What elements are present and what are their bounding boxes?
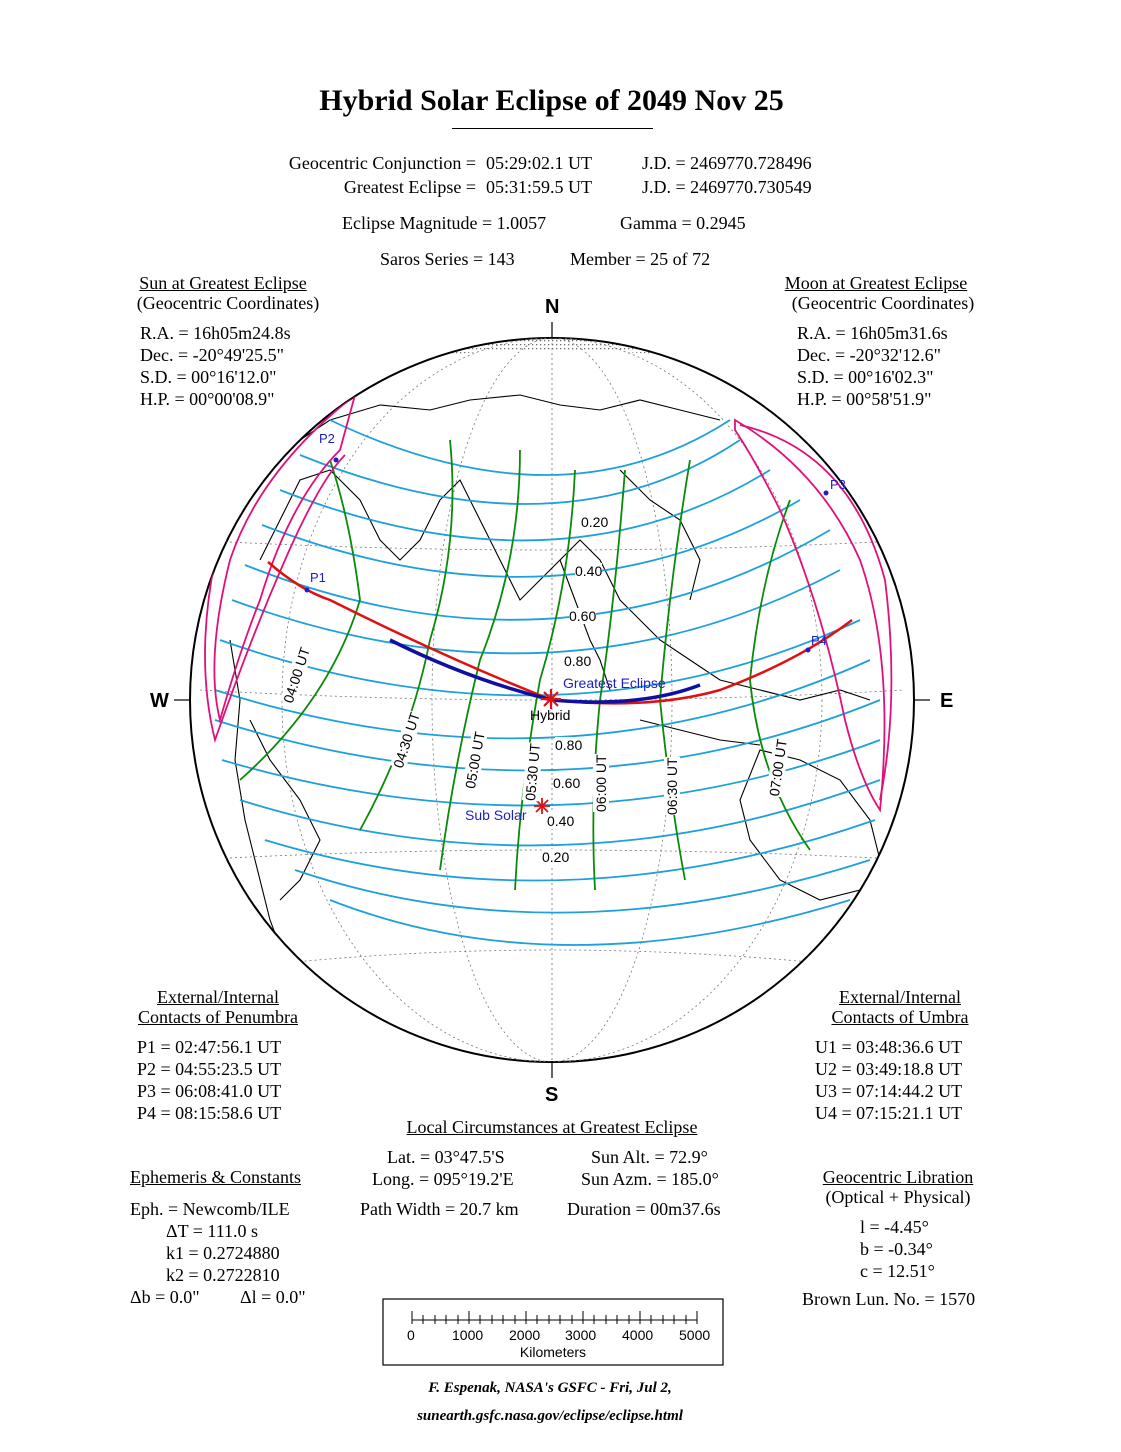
time-label-0600: 06:00 UT (593, 754, 609, 812)
greatest-eclipse-label: Greatest Eclipse = (343, 177, 476, 197)
hybrid-label: Hybrid (530, 707, 571, 723)
umbra-heading-1: External/Internal (839, 987, 961, 1007)
libration-c: c = 12.51° (860, 1261, 935, 1281)
saros-series: Saros Series = 143 (380, 249, 515, 269)
conjunction-jd: J.D. = 2469770.728496 (642, 153, 812, 173)
moon-sd: S.D. = 00°16'02.3" (797, 367, 934, 387)
compass-west: W (150, 690, 169, 712)
local-lat: Lat. = 03°47.5'S (387, 1147, 505, 1167)
conjunction-label: Geocentric Conjunction = (288, 153, 476, 173)
moon-hp: H.P. = 00°58'51.9" (797, 389, 932, 409)
scale-tick-4000: 4000 (622, 1327, 654, 1343)
p1-label: P1 (310, 570, 326, 585)
moon-heading: Moon at Greatest Eclipse (784, 273, 968, 293)
p3-label: P3 (830, 477, 846, 492)
libration-heading: Geocentric Libration (822, 1167, 974, 1187)
penumbra-p2: P2 = 04:55:23.5 UT (137, 1059, 282, 1079)
greatest-eclipse-time: 05:31:59.5 UT (486, 177, 592, 197)
ephemeris-dt: ΔT = 111.0 s (166, 1221, 259, 1241)
compass-east: E (940, 690, 954, 712)
mag-label-n-080: 0.80 (564, 653, 592, 669)
p4-point (806, 648, 811, 653)
credit-author: F. Espenak, NASA's GSFC - Fri, Jul 2, (428, 1380, 672, 1396)
local-path-width: Path Width = 20.7 km (360, 1199, 519, 1219)
time-label-0500: 05:00 UT (462, 730, 488, 790)
ephemeris-heading: Ephemeris & Constants (130, 1167, 301, 1187)
page-title: Hybrid Solar Eclipse of 2049 Nov 25 (319, 84, 784, 117)
mag-label-n-040: 0.40 (575, 563, 603, 579)
time-label-0700: 07:00 UT (766, 737, 790, 798)
conjunction-time: 05:29:02.1 UT (486, 153, 592, 173)
ephemeris-dl: Δl = 0.0" (240, 1287, 306, 1307)
p2-label: P2 (319, 431, 335, 446)
credit-url: sunearth.gsfc.nasa.gov/eclipse/eclipse.html (417, 1408, 683, 1424)
scale-tick-2000: 2000 (509, 1327, 541, 1343)
gamma: Gamma = 0.2945 (620, 213, 746, 233)
greatest-eclipse-label: Greatest Eclipse (563, 675, 666, 691)
moon-dec: Dec. = -20°32'12.6" (797, 345, 941, 365)
ephemeris-eph: Eph. = Newcomb/ILE (130, 1199, 290, 1219)
umbra-heading-2: Contacts of Umbra (831, 1007, 969, 1027)
local-heading: Local Circumstances at Greatest Eclipse (406, 1117, 698, 1137)
scale-tick-5000: 5000 (679, 1327, 711, 1343)
umbra-u3: U3 = 07:14:44.2 UT (815, 1081, 963, 1101)
mag-label-s-080: 0.80 (555, 737, 583, 753)
p1-point (305, 588, 310, 593)
time-label-0630: 06:30 UT (664, 757, 680, 815)
libration-l: l = -4.45° (860, 1217, 929, 1237)
time-label-0430: 04:30 UT (390, 710, 424, 770)
sun-hp: H.P. = 00°00'08.9" (140, 389, 275, 409)
time-label-0400: 04:00 UT (280, 645, 314, 705)
ephemeris-k2: k2 = 0.2722810 (166, 1265, 280, 1285)
ephemeris-db: Δb = 0.0" (130, 1287, 200, 1307)
penumbra-p1: P1 = 02:47:56.1 UT (137, 1037, 282, 1057)
sun-dec: Dec. = -20°49'25.5" (140, 345, 284, 365)
central-path-red (268, 562, 852, 703)
scale-unit: Kilometers (519, 1344, 587, 1360)
mag-label-n-020: 0.20 (581, 514, 609, 530)
brown-lunation: Brown Lun. No. = 1570 (802, 1289, 976, 1309)
time-label-0530: 05:30 UT (522, 742, 543, 802)
libration-b: b = -0.34° (860, 1239, 933, 1259)
scale-tick-1000: 1000 (452, 1327, 484, 1343)
p4-label: P4 (811, 633, 827, 648)
mag-label-n-060: 0.60 (569, 608, 597, 624)
penumbra-p3: P3 = 06:08:41.0 UT (137, 1081, 282, 1101)
sun-ra: R.A. = 16h05m24.8s (140, 323, 291, 343)
moon-subheading: (Geocentric Coordinates) (791, 293, 975, 313)
umbra-u1: U1 = 03:48:36.6 UT (815, 1037, 963, 1057)
moon-ra: R.A. = 16h05m31.6s (797, 323, 948, 343)
penumbra-p4: P4 = 08:15:58.6 UT (137, 1103, 282, 1123)
p3-point (824, 491, 829, 496)
sun-sd: S.D. = 00°16'12.0" (140, 367, 277, 387)
subsolar-label: Sub Solar (465, 807, 527, 823)
mag-label-s-040: 0.40 (547, 813, 575, 829)
local-sun-azm: Sun Azm. = 185.0° (581, 1169, 719, 1189)
sun-heading: Sun at Greatest Eclipse (139, 273, 307, 293)
local-sun-alt: Sun Alt. = 72.9° (591, 1147, 708, 1167)
ephemeris-k1: k1 = 0.2724880 (166, 1243, 280, 1263)
umbra-u2: U2 = 03:49:18.8 UT (815, 1059, 963, 1079)
scale-tick-3000: 3000 (565, 1327, 597, 1343)
penumbra-heading-1: External/Internal (157, 987, 279, 1007)
mag-label-s-020: 0.20 (542, 849, 570, 865)
saros-member: Member = 25 of 72 (570, 249, 711, 269)
libration-subheading: (Optical + Physical) (825, 1187, 971, 1207)
compass-south: S (545, 1084, 559, 1106)
eclipse-magnitude: Eclipse Magnitude = 1.0057 (342, 213, 547, 233)
coastlines (230, 395, 880, 960)
greatest-eclipse-jd: J.D. = 2469770.730549 (642, 177, 812, 197)
p2-point (334, 458, 339, 463)
scale-tick-0: 0 (407, 1327, 415, 1343)
mag-label-s-060: 0.60 (553, 775, 581, 791)
sun-subheading: (Geocentric Coordinates) (136, 293, 320, 313)
umbra-u4: U4 = 07:15:21.1 UT (815, 1103, 963, 1123)
greatest-eclipse-marker (541, 689, 561, 709)
compass-north: N (545, 296, 560, 318)
local-long: Long. = 095°19.2'E (372, 1169, 514, 1189)
local-duration: Duration = 00m37.6s (567, 1199, 721, 1219)
penumbra-heading-2: Contacts of Penumbra (138, 1007, 298, 1027)
